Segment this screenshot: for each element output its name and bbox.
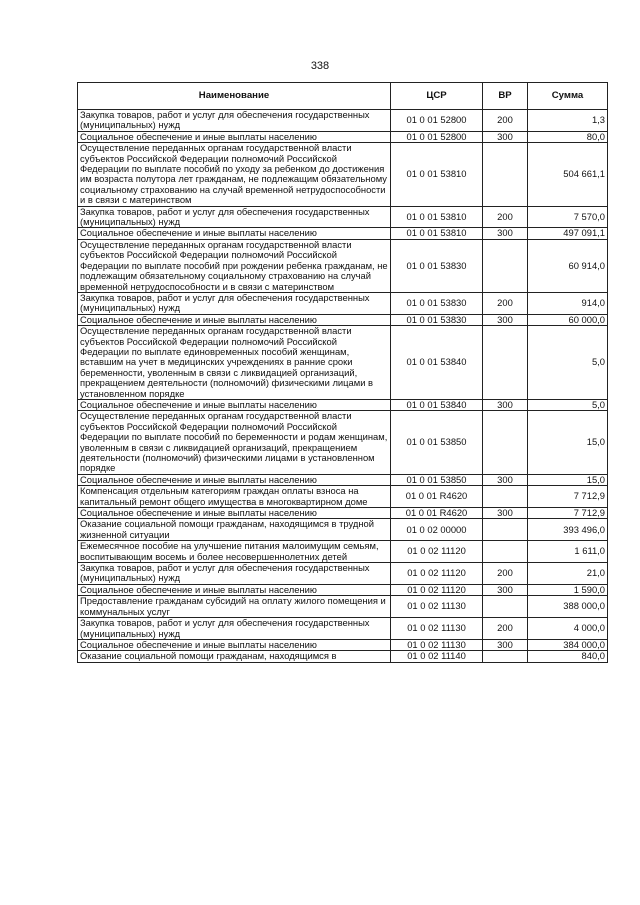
row-name-cell: Оказание социальной помощи гражданам, находящимся в	[78, 651, 391, 662]
table-row	[78, 584, 608, 595]
row-csr-cell: 01 0 01 53830	[391, 314, 483, 325]
row-sum-cell: 388 000,0	[528, 596, 608, 618]
row-name-cell: Социальное обеспечение и иные выплаты населению	[78, 131, 391, 142]
row-vr-cell	[483, 143, 528, 206]
table-row	[78, 596, 608, 618]
budget-table	[77, 82, 608, 663]
row-vr-cell	[483, 651, 528, 662]
row-name-cell: Закупка товаров, работ и услуг для обеспечения государственных (муниципальных) нужд	[78, 206, 391, 228]
row-vr-cell: 200	[483, 110, 528, 132]
row-vr-cell: 300	[483, 639, 528, 650]
row-sum-cell: 497 091,1	[528, 228, 608, 239]
row-csr-cell: 01 0 01 52800	[391, 131, 483, 142]
row-sum-cell: 80,0	[528, 131, 608, 142]
table-row	[78, 618, 608, 640]
table-row	[78, 143, 608, 206]
row-csr-cell: 01 0 02 11120	[391, 584, 483, 595]
row-vr-cell	[483, 326, 528, 400]
row-name-cell: Осуществление переданных органам государственной власти субъектов Российской Федерации полномочий Российской Федерации по выплате пособий при рождении ребенка гражданам, не подлежащим обязательному социальному страхованию на случай временной нетрудоспособности и в связи с материнством	[78, 239, 391, 292]
table-row	[78, 131, 608, 142]
column-header-csr: ЦСР	[391, 83, 483, 110]
row-vr-cell: 300	[483, 131, 528, 142]
row-vr-cell	[483, 519, 528, 541]
table-row	[78, 474, 608, 485]
row-name-cell: Закупка товаров, работ и услуг для обеспечения государственных (муниципальных) нужд	[78, 110, 391, 132]
row-vr-cell: 300	[483, 584, 528, 595]
row-vr-cell	[483, 411, 528, 474]
row-vr-cell: 300	[483, 314, 528, 325]
table-row	[78, 486, 608, 508]
row-csr-cell: 01 0 01 53840	[391, 399, 483, 410]
row-name-cell: Социальное обеспечение и иные выплаты населению	[78, 474, 391, 485]
row-sum-cell: 60 914,0	[528, 239, 608, 292]
row-name-cell: Социальное обеспечение и иные выплаты населению	[78, 399, 391, 410]
row-csr-cell: 01 0 01 53810	[391, 143, 483, 206]
row-csr-cell: 01 0 01 R4620	[391, 486, 483, 508]
row-csr-cell: 01 0 01 53810	[391, 228, 483, 239]
row-vr-cell	[483, 596, 528, 618]
row-sum-cell: 7 712,9	[528, 508, 608, 519]
row-csr-cell: 01 0 02 11120	[391, 541, 483, 563]
table-row	[78, 411, 608, 474]
row-csr-cell: 01 0 02 11140	[391, 651, 483, 662]
table-row	[78, 651, 608, 662]
row-sum-cell: 15,0	[528, 474, 608, 485]
row-csr-cell: 01 0 01 53830	[391, 239, 483, 292]
table-row	[78, 563, 608, 585]
row-sum-cell: 1 611,0	[528, 541, 608, 563]
row-name-cell: Осуществление переданных органам государственной власти субъектов Российской Федерации полномочий Российской Федерации по выплате пособий по уходу за ребенком до достижения им возраста полутора лет гражданам, не подлежащим обязательному социальному страхованию на случай временной нетрудоспособности и в связи с материнством	[78, 143, 391, 206]
row-vr-cell: 200	[483, 618, 528, 640]
row-name-cell: Закупка товаров, работ и услуг для обеспечения государственных (муниципальных) нужд	[78, 292, 391, 314]
row-name-cell: Оказание социальной помощи гражданам, находящимся в трудной жизненной ситуации	[78, 519, 391, 541]
row-sum-cell: 1 590,0	[528, 584, 608, 595]
row-name-cell: Закупка товаров, работ и услуг для обеспечения государственных (муниципальных) нужд	[78, 618, 391, 640]
page-number: 338	[310, 60, 330, 72]
row-vr-cell	[483, 541, 528, 563]
row-vr-cell: 200	[483, 206, 528, 228]
row-csr-cell: 01 0 02 11120	[391, 563, 483, 585]
row-sum-cell: 384 000,0	[528, 639, 608, 650]
row-csr-cell: 01 0 01 53810	[391, 206, 483, 228]
table-row	[78, 639, 608, 650]
row-csr-cell: 01 0 01 53850	[391, 474, 483, 485]
row-name-cell: Социальное обеспечение и иные выплаты населению	[78, 314, 391, 325]
row-name-cell: Социальное обеспечение и иные выплаты населению	[78, 508, 391, 519]
row-csr-cell: 01 0 02 00000	[391, 519, 483, 541]
table-row	[78, 399, 608, 410]
row-name-cell: Осуществление переданных органам государственной власти субъектов Российской Федерации полномочий Российской Федерации по выплате единовременных пособий женщинам, вставшим на учет в медицинских учреждениях в ранние сроки беременности, уволенным в связи с ликвидацией организаций, прекращением деятельности (полномочий) физическими лицами в установленном порядке	[78, 326, 391, 400]
row-name-cell: Ежемесячное пособие на улучшение питания малоимущим семьям, воспитывающим восемь и более несовершеннолетних детей	[78, 541, 391, 563]
row-sum-cell: 504 661,1	[528, 143, 608, 206]
row-sum-cell: 7 712,9	[528, 486, 608, 508]
table-row	[78, 508, 608, 519]
row-name-cell: Предоставление гражданам субсидий на оплату жилого помещения и коммунальных услуг	[78, 596, 391, 618]
row-name-cell: Осуществление переданных органам государственной власти субъектов Российской Федерации полномочий Российской Федерации по выплате пособий по беременности и родам женщинам, уволенным в связи с ликвидацией организаций, прекращением деятельности (полномочий) физическими лицами в установленном порядке	[78, 411, 391, 474]
row-sum-cell: 21,0	[528, 563, 608, 585]
row-sum-cell: 60 000,0	[528, 314, 608, 325]
table-row	[78, 519, 608, 541]
row-vr-cell: 300	[483, 508, 528, 519]
row-csr-cell: 01 0 01 53830	[391, 292, 483, 314]
row-csr-cell: 01 0 02 11130	[391, 618, 483, 640]
row-csr-cell: 01 0 01 53850	[391, 411, 483, 474]
row-name-cell: Закупка товаров, работ и услуг для обеспечения государственных (муниципальных) нужд	[78, 563, 391, 585]
row-csr-cell: 01 0 01 53840	[391, 326, 483, 400]
table-body	[78, 110, 608, 663]
table-row	[78, 541, 608, 563]
table-row	[78, 292, 608, 314]
table-header-row	[78, 83, 608, 110]
table-row	[78, 110, 608, 132]
row-vr-cell: 200	[483, 563, 528, 585]
row-sum-cell: 840,0	[528, 651, 608, 662]
table-row	[78, 239, 608, 292]
row-sum-cell: 5,0	[528, 326, 608, 400]
row-csr-cell: 01 0 01 52800	[391, 110, 483, 132]
row-sum-cell: 5,0	[528, 399, 608, 410]
table-row	[78, 326, 608, 400]
row-name-cell: Социальное обеспечение и иные выплаты населению	[78, 639, 391, 650]
row-name-cell: Социальное обеспечение и иные выплаты населению	[78, 584, 391, 595]
row-csr-cell: 01 0 02 11130	[391, 639, 483, 650]
row-sum-cell: 393 496,0	[528, 519, 608, 541]
row-csr-cell: 01 0 02 11130	[391, 596, 483, 618]
row-vr-cell	[483, 486, 528, 508]
row-vr-cell: 300	[483, 228, 528, 239]
column-header-sum: Сумма	[528, 83, 608, 110]
row-vr-cell: 300	[483, 474, 528, 485]
column-header-vr: ВР	[483, 83, 528, 110]
table-row	[78, 206, 608, 228]
table-row	[78, 314, 608, 325]
row-csr-cell: 01 0 01 R4620	[391, 508, 483, 519]
row-sum-cell: 7 570,0	[528, 206, 608, 228]
row-sum-cell: 1,3	[528, 110, 608, 132]
row-vr-cell: 300	[483, 399, 528, 410]
row-name-cell: Социальное обеспечение и иные выплаты населению	[78, 228, 391, 239]
column-header-name: Наименование	[78, 83, 391, 110]
table-row	[78, 228, 608, 239]
row-sum-cell: 15,0	[528, 411, 608, 474]
row-sum-cell: 4 000,0	[528, 618, 608, 640]
row-name-cell: Компенсация отдельным категориям граждан оплаты взноса на капитальный ремонт общего имущества в многоквартирном доме	[78, 486, 391, 508]
row-sum-cell: 914,0	[528, 292, 608, 314]
row-vr-cell	[483, 239, 528, 292]
row-vr-cell: 200	[483, 292, 528, 314]
